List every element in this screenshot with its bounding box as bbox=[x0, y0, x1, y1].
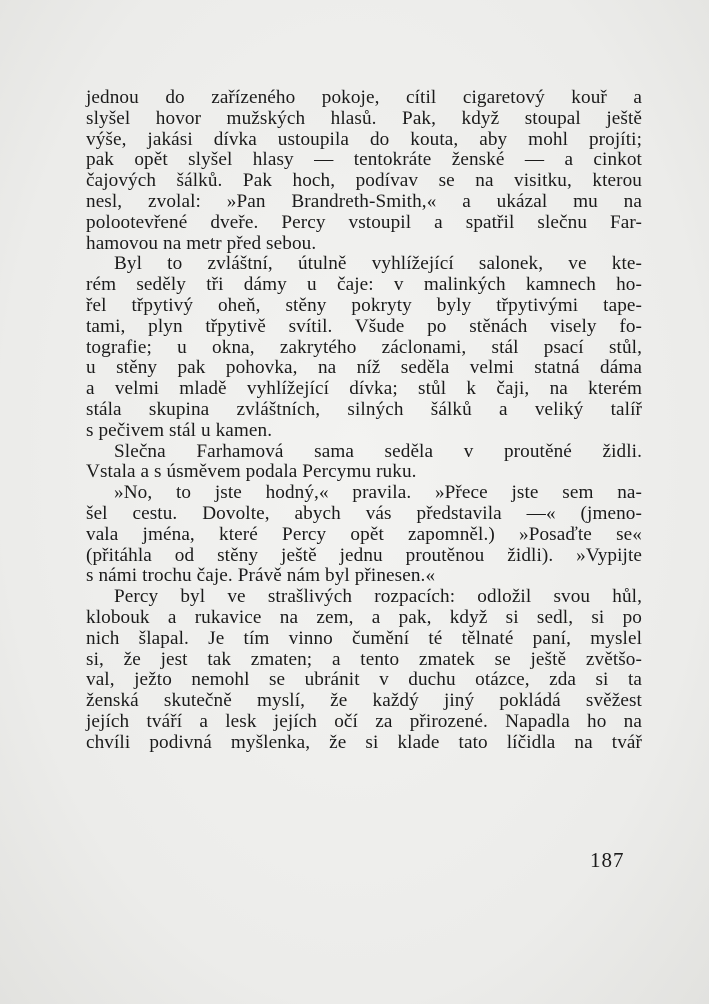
paragraph-3 bbox=[86, 442, 642, 484]
paragraph-1 bbox=[86, 88, 642, 254]
text-line: řel třpytivý oheň, stěny pokryty byly třpytivými tape- bbox=[86, 294, 642, 316]
paragraph-4 bbox=[86, 483, 642, 587]
text-line: Byl to zvláštní, útulně vyhlížející salonek, ve kte- bbox=[114, 253, 642, 275]
text-line: s pečivem stál u kamen. bbox=[86, 419, 273, 441]
text-line: nich šlapal. Je tím vinno čumění té tělnaté paní, myslel bbox=[86, 627, 642, 649]
text-line: tografie; u okna, zakrytého záclonami, stál psací stůl, bbox=[86, 336, 642, 358]
text-line: chvíli podivná myšlenka, že si klade tato líčidla na tvář bbox=[86, 731, 642, 753]
text-line: klobouk a rukavice na zem, a pak, když si sedl, si po bbox=[86, 606, 642, 628]
text-line: »No, to jste hodný,« pravila. »Přece jste sem na- bbox=[114, 482, 642, 504]
text-line: šel cestu. Dovolte, abych vás představila —« (jmeno- bbox=[86, 502, 642, 524]
text-line: hamovou na metr před sebou. bbox=[86, 232, 317, 254]
text-line: Vstala a s úsměvem podala Percymu ruku. bbox=[86, 461, 417, 483]
text-line: polootevřené dveře. Percy vstoupil a spatřil slečnu Far- bbox=[86, 211, 642, 233]
text-line: si, že jest tak zmaten; a tento zmatek se ještě zvětšo- bbox=[86, 648, 642, 670]
text-line: stála skupina zvláštních, silných šálků a veliký talíř bbox=[86, 398, 642, 420]
text-line: čajových šálků. Pak hoch, podívav se na visitku, kterou bbox=[86, 170, 642, 192]
text-line: pak opět slyšel hlasy — tentokráte ženské — a cinkot bbox=[86, 149, 642, 171]
text-line: Percy byl ve strašlivých rozpacích: odložil svou hůl, bbox=[114, 586, 642, 608]
text-line: ženská skutečně myslí, že každý jiný pokládá svěžest bbox=[86, 690, 642, 712]
body-text bbox=[86, 88, 642, 754]
text-line: (přitáhla od stěny ještě jednu proutěnou židli). »Vypijte bbox=[86, 544, 642, 566]
text-line: a velmi mladě vyhlížející dívka; stůl k čaji, na kterém bbox=[86, 378, 642, 400]
text-line: jednou do zařízeného pokoje, cítil cigaretový kouř a bbox=[86, 87, 642, 108]
text-line: výše, jakási dívka ustoupila do kouta, aby mohl projíti; bbox=[86, 128, 642, 150]
text-line: nesl, zvolal: »Pan Brandreth-Smith,« a ukázal mu na bbox=[86, 190, 642, 212]
text-line: vala jména, které Percy opět zapomněl.) »Posaďte se« bbox=[86, 523, 642, 545]
paragraph-2 bbox=[86, 254, 642, 441]
text-line: u stěny pak pohovka, na níž seděla velmi statná dáma bbox=[86, 357, 642, 379]
text-line: jejích tváří a lesk jejích očí za přirozené. Napadla ho na bbox=[86, 710, 642, 732]
paragraph-5 bbox=[86, 587, 642, 753]
text-line: rém seděly tři dámy u čaje: v malinkých kamnech ho- bbox=[86, 274, 642, 296]
text-line: s námi trochu čaje. Právě nám byl přinesen.« bbox=[86, 565, 436, 587]
text-line: slyšel hovor mužských hlasů. Pak, když stoupal ještě bbox=[86, 107, 642, 129]
text-line: Slečna Farhamová sama seděla v proutěné židli. bbox=[114, 440, 642, 462]
page-number: 187 bbox=[590, 848, 625, 872]
text-line: val, ježto nemohl se ubránit v duchu otázce, zda si ta bbox=[86, 669, 642, 691]
text-line: tami, plyn třpytivě svítil. Všude po stěnách visely fo- bbox=[86, 315, 642, 337]
